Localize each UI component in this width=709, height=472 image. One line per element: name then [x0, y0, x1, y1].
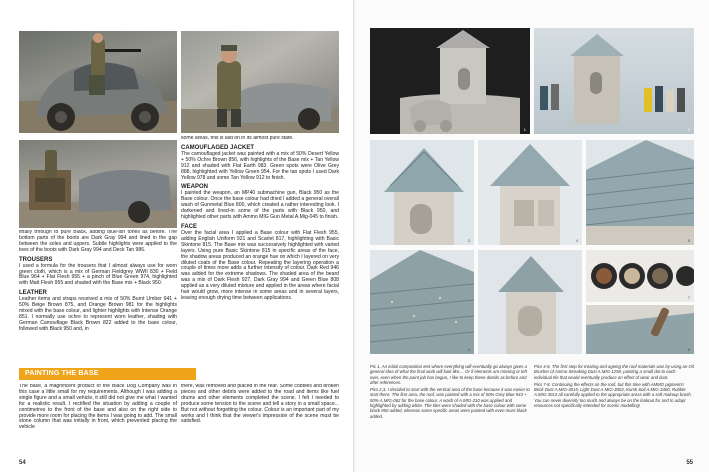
col2-continuation: some areas, this is laid on in its almost pure state. — [181, 136, 294, 141]
roof-illustration-6 — [370, 250, 474, 354]
camo-paragraph: The camouflaged jacket was painted with a mix of 50% Desert Yellow + 50% Ochre Brown 856, with highlights of the Base mix + Tan Yellow 912 and shaded with Flat Earth 983. Green spots were Olive Grey 888, highlighted with Yellow Green 954. For the tan spots I used Dark Yellow 978 and some Tan Yellow 912 to finish. — [181, 150, 339, 181]
photo-number-1: 1 — [523, 127, 526, 132]
brush-illustration — [586, 305, 694, 354]
base-paragraph-1: The base, a magnificent product of the Black Dog Company was in this case a little small for my requirements. Although I was adding a single figure and a small vehicle, it still did not give me what I wanted for a realistic result. I rectified the situation by adding a couple of centimetres to the front of the base and also on the right side to provide more room for placing the items I was going to add. The small stone column that was initially in front, which prevented placing the vehicle — [19, 384, 177, 431]
weapon-heading: WEAPON — [181, 184, 208, 191]
camo-heading: CAMOUFLAGED JACKET — [181, 144, 254, 151]
photo-number-4: 4 — [575, 238, 578, 243]
captions-left — [370, 364, 530, 460]
photo-boots-detail — [19, 140, 177, 228]
column-1-text — [19, 230, 177, 366]
page-number-right: 55 — [686, 460, 693, 466]
paints-illustration — [534, 28, 694, 134]
photo-number-7: 7 — [687, 295, 690, 300]
section-banner — [19, 368, 196, 380]
photo-number-6: 6 — [467, 347, 470, 352]
left-page — [0, 0, 354, 472]
photo-number-5: 5 — [687, 238, 690, 243]
soldier-illustration — [181, 31, 339, 133]
page-number-left: 54 — [19, 460, 26, 466]
caption-pic4-6: Pics 4-6. The first step for treating and ageing the roof materials was by using an Oil Brusher of Ammo Streaking Dust A.MIG-1258, painting a small dot to each individual tile that would eventually produce an effect of wear and dust. — [534, 364, 694, 380]
composition-illustration — [370, 28, 530, 134]
pigments-illustration — [586, 250, 694, 302]
leather-paragraph: Leather items and straps received a mix of 50% Burnt Umber 941 + 50% Beige Brown 875, and Orange Brown 981 for the highlights mixed with the base colour, and lighter highlights with Intense Orange 851. I normally use ochre to represent worn leather, shading with German Camouflage Black Brown 822 added to the base colour, followed with Black 950 and, in — [19, 296, 177, 332]
photo-3-roof — [370, 140, 474, 245]
photo-soldier-closeup — [181, 31, 339, 133]
photo-2-paints — [534, 28, 694, 134]
banner-title: PAINTING THE BASE — [25, 370, 99, 377]
vehicle-illustration — [19, 31, 177, 133]
leather-heading: LEATHER — [19, 290, 47, 297]
base-column-2 — [181, 384, 339, 458]
photo-number-3: 3 — [467, 238, 470, 243]
photo-vehicle-soldier — [19, 31, 177, 133]
caption-pic7-8: Pics 7-8. Continuing the effects on the roof, but this time with AMMO pigments! Brick Dust A.MIG-3015, Light Dust A.MIG-3002, Kursk Soil A.MIG-3400, Rubble A.MIG-3013 all carefully applied to the appropriate areas with a soft makeup brush. You can never diversify too much and always be on the lookout for and to adapt resources not specifically intended for scenic modelling! — [534, 381, 692, 409]
column-2-text — [181, 136, 339, 368]
photo-9-brush — [586, 305, 694, 354]
photo-4-roof — [478, 140, 582, 245]
photo-1-composition — [370, 28, 530, 134]
photo-6-roof-aged — [370, 250, 474, 354]
face-paragraph: Over the facial area I applied a Base colour with Flat Flesh 955, adding English Uniform 921 and Scarlet 817, highlighting with Basic Skintone 815. The Base mix was successively highlighted with varied layers. Using pure Basic Skintone 815 in specific areas of the face, the shadow areas produced an orange hue on which I layered on very diluted coats of the Base colour. Repeating the layering operation a couple of times more adds a further intensity of colour. Dark Red 946 was added for the extreme shadows. The shaded area of the beard was a mix of Dark Flesh 927, Dark Gray 994 and Green Blue 808 applied as a very diluted mixture and applied in the areas where facial hair would grow, more intense in some areas and in several layers, leaving enough drying time between applications. — [181, 229, 339, 301]
captions-right — [534, 364, 694, 460]
photo-5-roof-closeup — [586, 140, 694, 245]
base-column-1 — [19, 384, 177, 458]
roof-illustration-4 — [478, 140, 582, 245]
boots-paragraph: finally through to pure Black, adding blue-ish tones as before. The bottom parts of the boots are Dark Gray 994 and lined in the gap between the soles and uppers. Subtle highlights were applied to the toes of the boots with Dark Gray 994 and Deck Tan 986. — [19, 230, 177, 253]
trousers-heading: TROUSERS — [19, 256, 53, 263]
photo-number-2: 2 — [687, 127, 690, 132]
boots-illustration — [19, 140, 177, 228]
photo-8-pigments — [586, 250, 694, 302]
caption-pic1: Pic 1. An initial composition test where everything will eventually go always gives a general idea of what the final work will look like.... Or if elements are missing or left over, even when the paint job has begun, I like to keep these details as before and after references. — [370, 364, 527, 385]
right-page — [355, 0, 709, 472]
roof-illustration-5 — [586, 140, 694, 245]
weapon-paragraph: I painted the weapon, an MP40 submachine gun, Black 950 as the Base colour. Once the base colour had dried I added a general overall wash of Gunmetal Blue 800, which created a rather interesting look. I darkened and lined-in some of the parts with Black 950, and highlighted other parts with Ammo MIG Gun Metal A.Mig-045 to finish. — [181, 190, 339, 221]
base-paragraph-2: there, was removed and placed in the rear. Some cobbles and broken pieces and other debris were added to the road and items like fuel drums and other elements completed the scene. I felt I needed to produce some tension to the scene and tell a story in a small space... But not without forgetting the colour. Colour is an important part of my works and I think that the viewer's impression of the scene must be satisfied. — [181, 384, 339, 425]
photo-7-building — [478, 250, 582, 354]
building-illustration — [478, 250, 582, 354]
roof-illustration-3 — [370, 140, 474, 245]
caption-pic2-3: Pics 2,3. I decided to start with the vertical area of the base because it was easier to start there. The first area, the roof, was painted with a mix of 50% Grey Blue 943 + 50% A.MIG-062 for the base colour. A wash of A.MIG-210 was applied and highlighted by adding white. The tiles were shaded with the base colour with some black 950 added, whereas some specific areas were painted with even more black added. — [370, 387, 530, 419]
trousers-paragraph: I used a formula for the trousers that I almost always use for worn green cloth, which is a mix of German Fieldgrey WWII 830 + Field Blue 964 + Flat Flesh 955 + a pinch of Blue Green 974, highlighted with Matt Flesh 955 and shaded with the Base mix + Black 950. — [19, 262, 177, 287]
face-heading: FACE — [181, 223, 198, 230]
photo-number-8: 8 — [687, 347, 690, 352]
